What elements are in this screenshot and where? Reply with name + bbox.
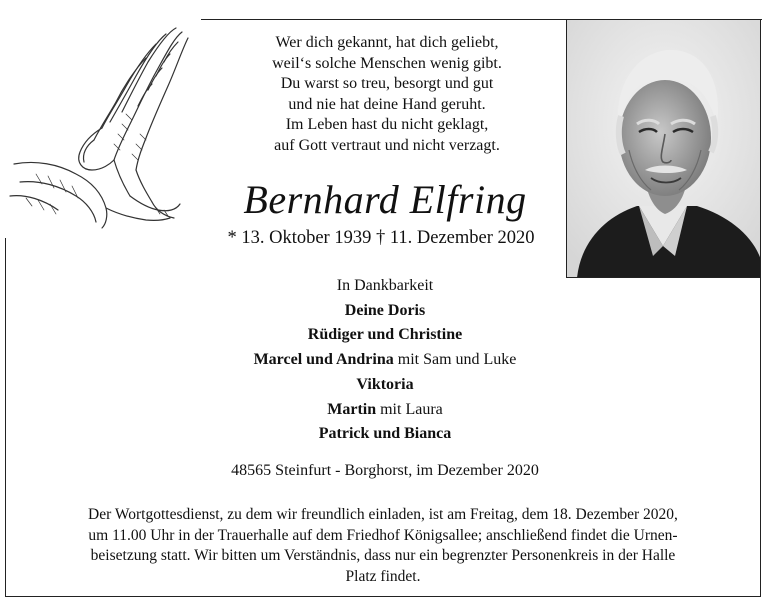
poem-line: Wer dich gekannt, hat dich geliebt,: [275, 34, 499, 51]
life-dates: * 13. Oktober 1939 † 11. Dezember 2020: [227, 228, 535, 248]
mourners-intro: In Dankbarkeit: [336, 277, 434, 294]
mourner-line: [100, 422, 670, 447]
service-notice: [40, 505, 726, 587]
border-right: [760, 19, 761, 596]
mourner-line: [100, 373, 670, 398]
mourner-name: Martin: [327, 400, 377, 418]
border-bottom: [5, 596, 761, 597]
portrait-photo: [566, 20, 760, 278]
mourner-line: [100, 323, 670, 348]
poem-line: weil‘s solche Menschen wenig gibt.: [272, 54, 502, 72]
mourner-extra: mit Laura: [376, 400, 443, 418]
mourner-name: Rüdiger und Christine: [307, 326, 463, 344]
poem-line: Du warst so treu, besorgt und gut: [280, 75, 494, 93]
mourner-extra: mit Sam und Luke: [393, 351, 517, 369]
mourner-line: [100, 299, 670, 324]
mourner-line: [100, 348, 670, 373]
poem-line: Im Leben hast du nicht geklagt,: [285, 116, 489, 134]
portrait-image: [567, 20, 760, 278]
place-and-date: 48565 Steinfurt - Borghorst, im Dezember 2020: [231, 462, 539, 479]
mourner-line: [100, 398, 670, 423]
mourners-list: [100, 274, 670, 447]
border-left: [5, 238, 6, 596]
mourner-name: Marcel und Andrina: [253, 351, 394, 369]
memorial-poem: [212, 33, 562, 157]
notice-line: beisetzung statt. Wir bitten um Verständnis, dass nur ein begrenzter Personenkreis in der Halle: [90, 547, 676, 565]
deceased-name: Bernhard Elfring: [243, 177, 527, 222]
poem-line: auf Gott vertraut und nicht verzagt.: [274, 136, 500, 154]
praying-hands-icon: [6, 24, 196, 229]
notice-line: um 11.00 Uhr in der Trauerhalle auf dem Friedhof Königsallee; anschließend findet die Urnen-: [88, 526, 678, 544]
notice-line: Platz findet.: [345, 567, 421, 585]
mourner-name: Viktoria: [356, 375, 414, 393]
mourner-name: Patrick und Bianca: [318, 425, 452, 443]
mourner-name: Deine Doris: [344, 301, 426, 319]
poem-line: und nie hat deine Hand geruht.: [288, 95, 486, 113]
notice-line: Der Wortgottesdienst, zu dem wir freundlich einladen, ist am Freitag, dem 18. Dezember 2020,: [88, 506, 678, 523]
